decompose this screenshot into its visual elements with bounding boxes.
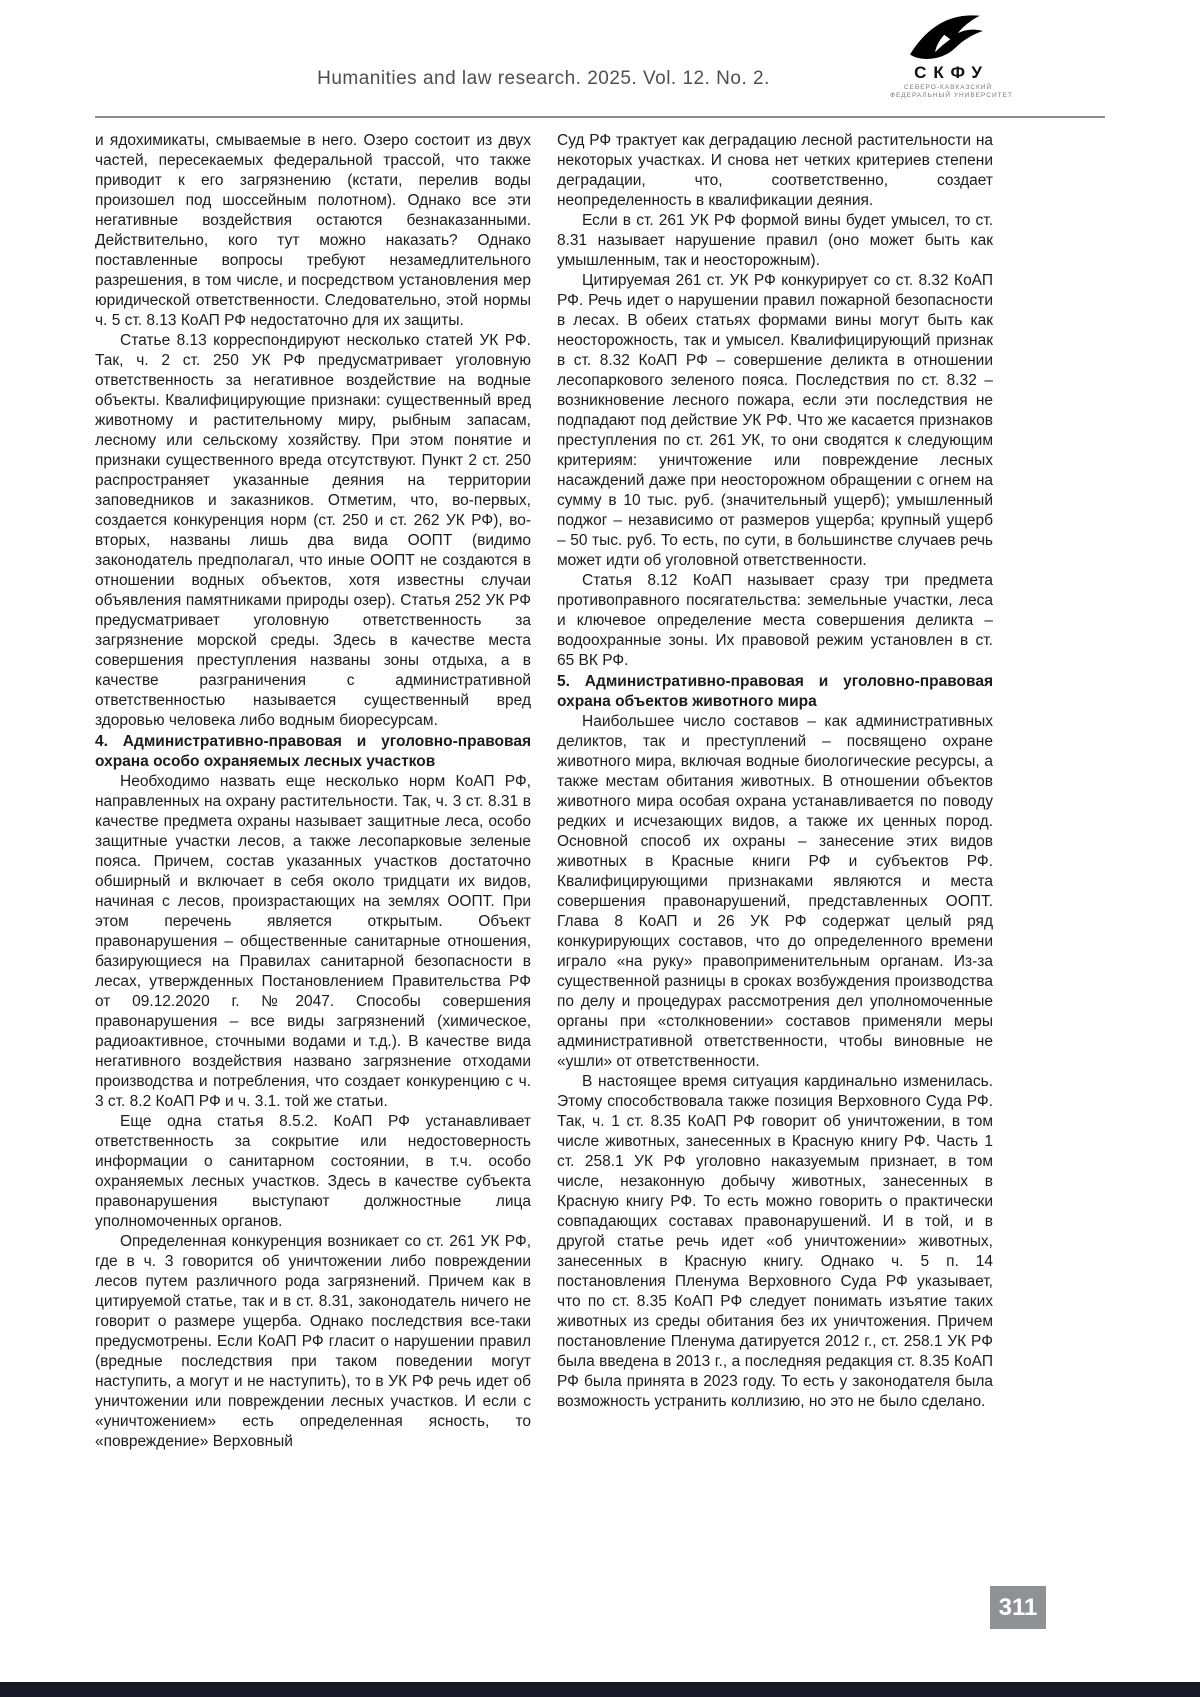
footer-bar [0, 1682, 1200, 1697]
university-name-line-2: ФЕДЕРАЛЬНЫЙ УНИВЕРСИТЕТ [890, 92, 1013, 99]
right-text-column [557, 131, 993, 1412]
university-acronym: СКФУ [914, 63, 989, 82]
paragraph: Если в ст. 261 УК РФ формой вины будет умысел, то ст. 8.31 называет нарушение правил (оно может быть как умышленным, так и неосторожным). [557, 212, 993, 269]
header-divider [95, 116, 1105, 118]
journal-running-title: Humanities and law research. 2025. Vol. 12. No. 2. [317, 68, 770, 89]
paragraph: Цитируемая 261 ст. УК РФ конкурирует со ст. 8.32 КоАП РФ. Речь идет о нарушении правил пожарной безопасности в лесах. В обеих статьях формами вины могут быть как неосторожность, так и умысел. Квалифицирующий признак в ст. 8.32 КоАП РФ – совершение деликта в отношении лесопаркового зеленого пояса. Последствия по ст. 8.32 – возникновение лесного пожара, если эти последствия не подпадают под действие УК РФ. Что же касается признаков преступления по ст. 261 УК, то они сводятся к следующим критериям: уничтожение или повреждение лесных насаждений даже при неосторожном обращении с огнем на сумму в 10 тыс. руб. (значительный ущерб); умышленный поджог – независимо от размеров ущерба; крупный ущерб – 50 тыс. руб. То есть, по сути, в большинстве случаев речь может идти об уголовной ответственности. [557, 272, 993, 569]
paragraph: Статье 8.13 корреспондируют несколько статей УК РФ. Так, ч. 2 ст. 250 УК РФ предусматривает уголовную ответственность за негативное воздействие на водные объекты. Квалифицирующие признаки: существенный вред животному и растительному миру, рыбным запасам, лесному или сельскому хозяйству. При этом понятие и признаки существенного вреда отсутствуют. Пункт 2 ст. 250 распространяет указанные деяния на территории заповедников и заказников. Отметим, что, во-первых, создается конкуренция норм (ст. 250 и ст. 262 УК РФ), во-вторых, названы лишь два вида ООПТ (видимо законодатель предполагал, что иные ООПТ не создаются в отношении водных объектов, хотя известны случаи объявления памятниками природы озер). Статья 252 УК РФ предусматривает уголовную ответственность за загрязнение морской среды. Здесь в качестве места совершения преступления названы зоны отдыха, а в качестве разграничения с административной ответственностью называется существенный вред здоровью человека либо водным биоресурсам. [95, 332, 531, 729]
paragraph: Наибольшее число составов – как административных деликтов, так и преступлений – посвящено охране животного мира, включая водные биологические ресурсы, а также местам обитания животных. В отношении объектов животного мира особая охрана устанавливается по поводу редких и исчезающих видов, а также их ценных пород. Основной способ их охраны – занесение этих видов животных в Красные книги РФ и субъектов РФ. Квалифицирующими признаками являются и места совершения правонарушений, представленных ООПТ. Глава 8 КоАП и 26 УК РФ содержат целый ряд конкурирующих составов, что до определенного времени играло «на руку» правоприменительным органам. Из-за существенной разницы в сроках возбуждения производства по делу и процедурах рассмотрения дел уполномоченные органы при «столкновении» составов применяли меры административной ответственности, чтобы виновные не «ушли» от ответственности. [557, 713, 993, 1070]
section-heading: 5. Административно-правовая и уголовно-правовая охрана объектов животного мира [557, 673, 993, 710]
eagle-bird-icon [902, 12, 994, 62]
left-text-column [95, 131, 531, 1452]
paragraph: В настоящее время ситуация кардинально изменилась. Этому способствовала также позиция Верховного Суда РФ. Так, ч. 1 ст. 8.35 КоАП РФ говорит об уничтожении, в том числе животных, занесенных в Красную книгу РФ. Часть 1 ст. 258.1 УК РФ уголовно наказуемым признает, в том числе, незаконную добычу животных, занесенных в Красную книгу РФ. То есть можно говорить о практически совпадающих составах правонарушений. И в той, и в другой статье речь идет «об уничтожении» животных, занесенных в Красную книгу. Однако ч. 5 п. 14 постановления Пленума Верховного Суда РФ указывает, что по ст. 8.35 КоАП РФ следует понимать изъятие таких животных из среды обитания без их уничтожения. Причем постановление Пленума датируется 2012 г., ст. 258.1 УК РФ была введена в 2013 г., а последняя редакция ст. 8.35 КоАП РФ была принята в 2023 году. То есть у законодателя была возможность устранить коллизию, но это не было сделано. [557, 1073, 993, 1410]
paragraph: Определенная конкуренция возникает со ст. 261 УК РФ, где в ч. 3 говорится об уничтожении либо повреждении лесов путем различного рода загрязнений. Причем как в цитируемой статье, так и в ст. 8.31, законодатель ничего не говорит о размере ущерба. Однако последствия все-таки предусмотрены. Если КоАП РФ гласит о нарушении правил (вредные последствия при таком поведении могут наступить, а могут и не наступить), то в УК РФ речь идет об уничтожении или повреждении лесных участков. И если с «уничтожением» есть определенная ясность, то «повреждение» Верховный [95, 1233, 531, 1450]
section-heading: 4. Административно-правовая и уголовно-правовая охрана особо охраняемых лесных участков [95, 733, 531, 770]
university-logo [890, 12, 1013, 99]
university-name-line-1: СЕВЕРО-КАВКАЗСКИЙ [903, 84, 993, 91]
paragraph: Еще одна статья 8.5.2. КоАП РФ устанавливает ответственность за сокрытие или недостоверность информации о санитарном состоянии, в т.ч. особо охраняемых лесных участков. Здесь в качестве субъекта правонарушения выступают должностные лица уполномоченных органов. [95, 1113, 531, 1230]
page-number-badge: 311 [990, 1586, 1046, 1629]
paragraph: Суд РФ трактует как деградацию лесной растительности на некоторых участках. И снова нет четких критериев степени деградации, что, соответственно, создает неопределенность в квалификации деяния. [557, 132, 993, 209]
paragraph: Необходимо назвать еще несколько норм КоАП РФ, направленных на охрану растительности. Так, ч. 3 ст. 8.31 в качестве предмета охраны называет защитные леса, особо защитные участки лесов, а также лесопарковые зеленые пояса. Причем, состав указанных участков достаточно обширный и включает в себя около тридцати их видов, начиная с лесов, произрастающих на землях ООПТ. При этом перечень является открытым. Объект правонарушения – общественные санитарные отношения, базирующиеся на Правилах санитарной безопасности в лесах, утвержденных Постановлением Правительства РФ от 09.12.2020 г. №2047. Способы совершения правонарушения – все виды загрязнений (химическое, радиоактивное, сточными водами и т.д.). В качестве вида негативного воздействия названо загрязнение отходами производства и потребления, что создает конкуренцию с ч. 3 ст. 8.2 КоАП РФ и ч. 3.1. той же статьи. [95, 773, 531, 1110]
paragraph: и ядохимикаты, смываемые в него. Озеро состоит из двух частей, пересекаемых федеральной трассой, что также приводит к его загрязнению (кстати, перелив воды произошел под шоссейным полотном). Однако все эти негативные воздействия остаются безнаказанными. Действительно, кого тут можно наказать? Однако поставленные вопросы требуют незамедлительного разрешения, в том числе, и посредством установления мер юридической ответственности. Следовательно, этой нормы ч. 5 ст. 8.13 КоАП РФ недостаточно для их защиты. [95, 132, 531, 329]
paragraph: Статья 8.12 КоАП называет сразу три предмета противоправного посягательства: земельные участки, леса и ключевое определение места совершения деликта – водоохранные зоны. Их правовой режим установлен в ст. 65 ВК РФ. [557, 572, 993, 669]
